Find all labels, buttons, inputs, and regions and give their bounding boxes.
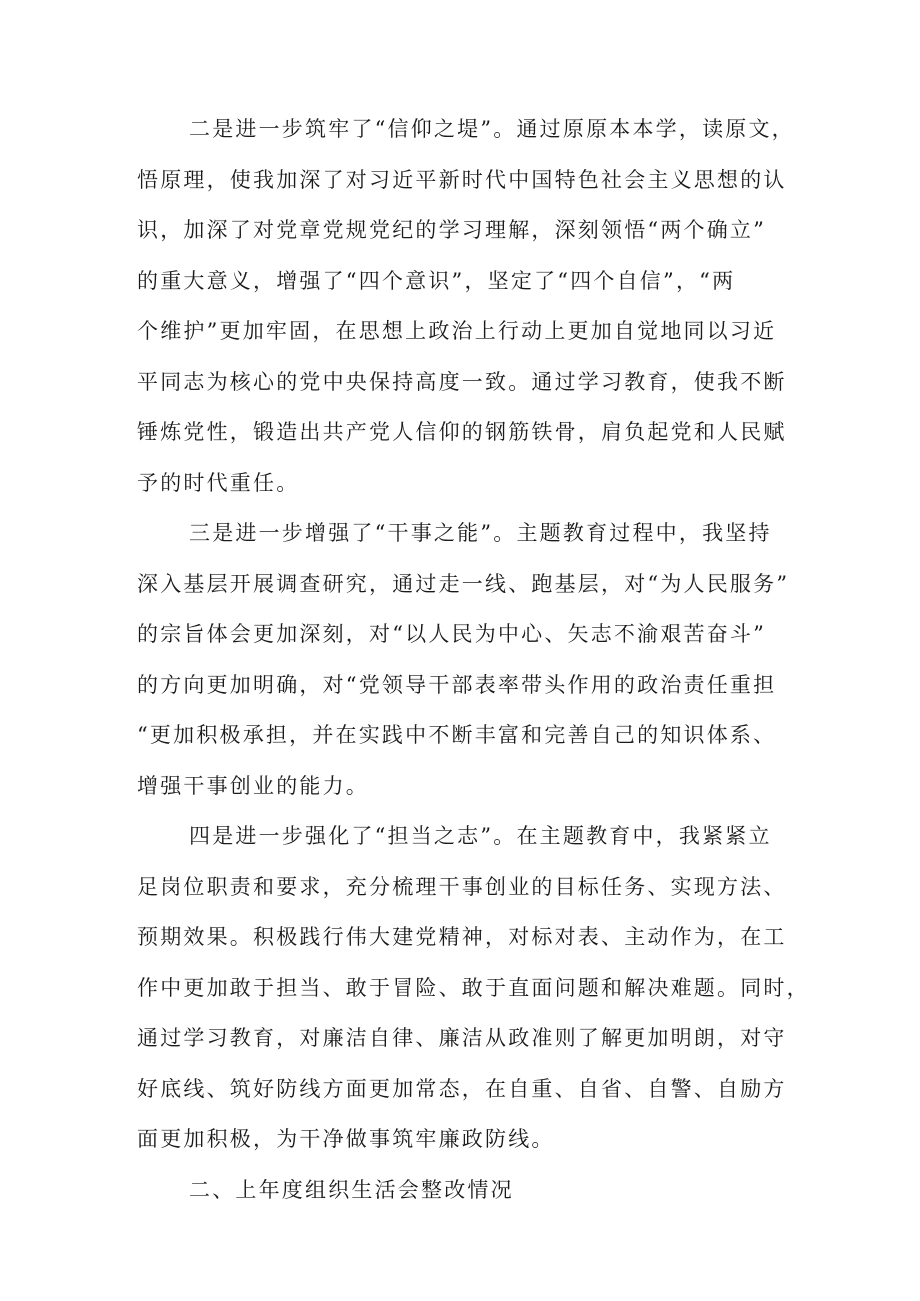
paragraph-3-line-2: 足岗位职责和要求，充分梳理干事创业的目标任务、实现方法、: [137, 875, 787, 899]
paragraph-2-line-3: 的宗旨体会更加深刻，对“以人民为中心、矢志不渝艰苦奋斗”: [137, 622, 767, 646]
paragraph-1-line-8: 予的时代重任。: [137, 471, 300, 495]
paragraph-1-line-1: 二是进一步筑牢了“信仰之堤”。通过原原本本学，读原文，: [189, 117, 795, 141]
paragraph-1-line-3: 识，加深了对党章党规党纪的学习理解，深刻领悟“两个确立”: [137, 218, 767, 242]
section-heading: 二、上年度组织生活会整改情况: [189, 1178, 514, 1202]
paragraph-3-line-4: 作中更加敢于担当、敢于冒险、敢于直面问题和解决难题。同时，: [137, 976, 810, 1000]
paragraph-3-line-5: 通过学习教育，对廉洁自律、廉洁从政准则了解更加明朗，对守: [137, 1026, 787, 1050]
paragraph-3-line-6: 好底线、筑好防线方面更加常态，在自重、自省、自警、自励方: [137, 1077, 787, 1101]
paragraph-1-line-7: 锤炼党性，锻造出共产党人信仰的钢筋铁骨，肩负起党和人民赋: [137, 420, 787, 444]
paragraph-3-line-7: 面更加积极，为干净做事筑牢廉政防线。: [137, 1127, 555, 1151]
paragraph-2-line-2: 深入基层开展调查研究，通过走一线、跑基层，对“为人民服务”: [137, 572, 790, 596]
paragraph-1-line-2: 悟原理，使我加深了对习近平新时代中国特色社会主义思想的认: [137, 168, 787, 192]
paragraph-2-line-1: 三是进一步增强了“干事之能”。主题教育过程中，我坚持: [189, 521, 772, 545]
paragraph-1-line-4: 的重大意义，增强了“四个意识”，坚定了“四个自信”，“两: [137, 269, 736, 293]
paragraph-1-line-6: 平同志为核心的党中央保持高度一致。通过学习教育，使我不断: [137, 370, 787, 394]
paragraph-3-line-3: 预期效果。积极践行伟大建党精神，对标对表、主动作为，在工: [137, 925, 787, 949]
paragraph-1-line-5: 个维护”更加牢固，在思想上政治上行动上更加自觉地同以习近: [137, 319, 777, 343]
paragraph-3-line-1: 四是进一步强化了“担当之志”。在主题教育中，我紧紧立: [189, 824, 772, 848]
paragraph-2-line-6: 增强干事创业的能力。: [137, 774, 369, 798]
paragraph-2-line-4: 的方向更加明确，对“党领导干部表率带头作用的政治责任重担: [137, 673, 777, 697]
paragraph-2-line-5: “更加积极承担，并在实践中不断丰富和完善自己的知识体系、: [137, 723, 777, 747]
